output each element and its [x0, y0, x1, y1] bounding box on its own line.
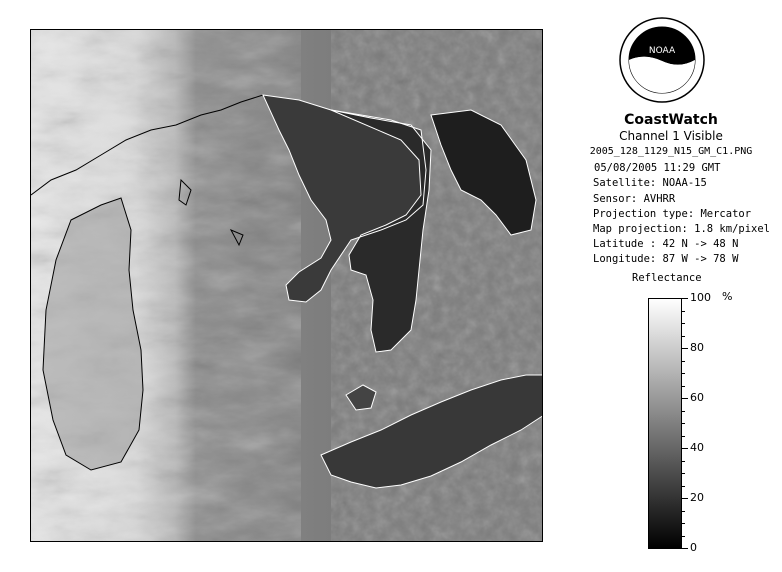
- colorbar-minor-tick: [682, 311, 685, 312]
- colorbar-minor-tick: [682, 461, 685, 462]
- latitude: Latitude : 42 N -> 48 N: [593, 238, 739, 250]
- colorbar-unit: %: [722, 290, 733, 303]
- colorbar-minor-tick: [682, 523, 685, 524]
- longitude: Longitude: 87 W -> 78 W: [593, 253, 739, 265]
- satellite-map: [31, 30, 543, 542]
- colorbar-minor-tick: [682, 411, 685, 412]
- map-projection: Map projection: 1.8 km/pixel: [593, 223, 771, 235]
- colorbar-minor-tick: [682, 361, 685, 362]
- colorbar-tick: [682, 548, 688, 549]
- colorbar-minor-tick: [682, 536, 685, 537]
- colorbar-tick: [682, 348, 688, 349]
- colorbar-minor-tick: [682, 423, 685, 424]
- colorbar-minor-tick: [682, 323, 685, 324]
- colorbar-title: Reflectance: [632, 272, 702, 284]
- colorbar-minor-tick: [682, 473, 685, 474]
- colorbar-tick: [682, 398, 688, 399]
- colorbar-tick: [682, 298, 688, 299]
- subtitle: Channel 1 Visible: [619, 129, 723, 143]
- colorbar-label: 0: [690, 541, 697, 554]
- colorbar-label: 80: [690, 341, 704, 354]
- logo-text: NOAA: [648, 46, 676, 56]
- colorbar-minor-tick: [682, 486, 685, 487]
- colorbar: [648, 298, 682, 549]
- colorbar-minor-tick: [682, 386, 685, 387]
- noaa-logo: [619, 17, 705, 103]
- colorbar-label: 100: [690, 291, 711, 304]
- colorbar-minor-tick: [682, 373, 685, 374]
- colorbar-label: 40: [690, 441, 704, 454]
- colorbar-label: 60: [690, 391, 704, 404]
- colorbar-minor-tick: [682, 436, 685, 437]
- colorbar-label: 20: [690, 491, 704, 504]
- colorbar-tick: [682, 448, 688, 449]
- datetime: 05/08/2005 11:29 GMT: [594, 162, 721, 174]
- projection-type: Projection type: Mercator: [593, 208, 752, 220]
- colorbar-tick: [682, 498, 688, 499]
- satellite-image: [30, 29, 543, 542]
- title: CoastWatch: [624, 112, 718, 128]
- filename: 2005_128_1129_N15_GM_C1.PNG: [589, 146, 753, 157]
- colorbar-minor-tick: [682, 336, 685, 337]
- colorbar-minor-tick: [682, 511, 685, 512]
- sensor: Sensor: AVHRR: [593, 193, 676, 205]
- satellite: Satellite: NOAA-15: [593, 177, 707, 189]
